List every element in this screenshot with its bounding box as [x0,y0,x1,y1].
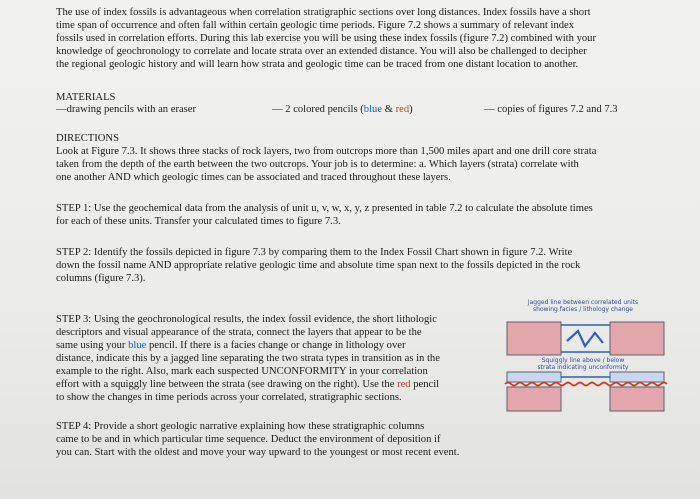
jagged-facies-line [567,331,603,346]
blue-word: blue [128,340,147,351]
lower-left-top-layer [507,372,561,382]
squiggly-line-note [508,357,658,371]
red-word: red [395,104,410,115]
step3-line6-pre: effort with a squiggly line between the strata (see drawing on the right). Use the [56,379,398,390]
directions-line: taken from the depth of the earth between the two outcrops. Your job is to determine: a. Which layers (strata) correlate with [56,159,579,170]
blue-word: blue [363,104,383,115]
directions-line: one another AND which geologic times can be associated and traced throughout these layers. [56,172,451,183]
squiggly-note-line1: Squiggly line above / below [541,357,625,364]
step4-line: came to be and in which particular time sequence. Deduct the environment of deposition if [56,434,441,445]
directions-line: Look at Figure 7.3. It shows three stacks of rock layers, two from outcrops more than 1,500 miles apart and one drill core strata [56,146,597,157]
upper-left-pink-layer [507,322,561,355]
step3-line: STEP 3: Using the geochronological results, the index fossil evidence, the short lithologic [56,314,437,325]
step3-line3-post: pencil. If there is a facies change or change in lithology over [146,340,406,351]
directions-heading: DIRECTIONS [56,133,119,144]
jagged-note-line1: Jagged line between correlated units [527,299,639,306]
intro-line: The use of index fossils is advantageous when correlation stratigraphic sections over long distances. Index fossils have a short [56,7,591,18]
materials-heading: MATERIALS [56,92,116,103]
step3-line6-post: pencil [410,379,440,390]
step3-line: to show the changes in time periods across your correlated, stratigraphic sections. [56,392,402,403]
step2-line: STEP 2: Identify the fossils depicted in figure 7.3 by comparing them to the Index Fossil Chart shown in figure 7.2. Write [56,247,573,258]
materials-item-pencils: —drawing pencils with an eraser [56,104,197,115]
upper-right-pink-layer [610,322,664,355]
step4-line: you can. Start with the oldest and move your way upward to the youngest or most recent event. [56,447,460,458]
materials-item-copies: — copies of figures 7.2 and 7.3 [484,104,618,115]
step3-line3-pre: same using your [56,340,129,351]
step2-line: columns (figure 7.3). [56,273,146,284]
jagged-note-line2: showing facies / lithology change [533,306,633,313]
materials-item2-mid: & [382,104,396,115]
intro-line: the regional geologic history and will learn how strata and geologic time can be traced from one distant location to another. [56,59,579,70]
step1-line: for each of these units. Transfer your calculated times to figure 7.3. [56,216,341,227]
intro-line: knowledge of geochronology to correlate and locate strata over an extended distance. You will also be challenged to decipher [56,46,587,57]
intro-line: time span of occurrence and often fall within certain geologic time periods. Figure 7.2 shows a summary of relevant index [56,20,575,31]
materials-item2-pre: — 2 colored pencils ( [272,104,364,115]
step3-line: descriptors and visual appearance of the strata, connect the layers that appear to be the [56,327,422,338]
red-word: red [397,379,411,390]
materials-item2-post: ) [409,104,413,115]
step2-line: down the fossil name AND appropriate relative geologic time and absolute time span next to the fossils depicted in the rock [56,260,581,271]
lower-left-pink-layer [507,387,561,411]
step3-line: example to the right. Also, mark each suspected UNCONFORMITY in your correlation [56,366,428,377]
squiggly-unconformity-line [505,383,667,386]
step4-line: STEP 4: Provide a short geologic narrative explaining how these stratigraphic columns [56,421,425,432]
step1-line: STEP 1: Use the geochemical data from the analysis of unit u, v, w, x, y, z presented in table 7.2 to calculate the absolute times [56,203,593,214]
lower-right-top-layer [610,372,664,382]
step3-line: distance, indicate this by a jagged line separating the two strata types in transition as in the [56,353,440,364]
intro-line: fossils used in correlation efforts. During this lab exercise you will be using these index fossils (figure 7.2) combined with your [56,33,596,44]
lower-right-pink-layer [610,387,664,411]
squiggly-note-line2: strata indicating unconformity [537,364,629,371]
